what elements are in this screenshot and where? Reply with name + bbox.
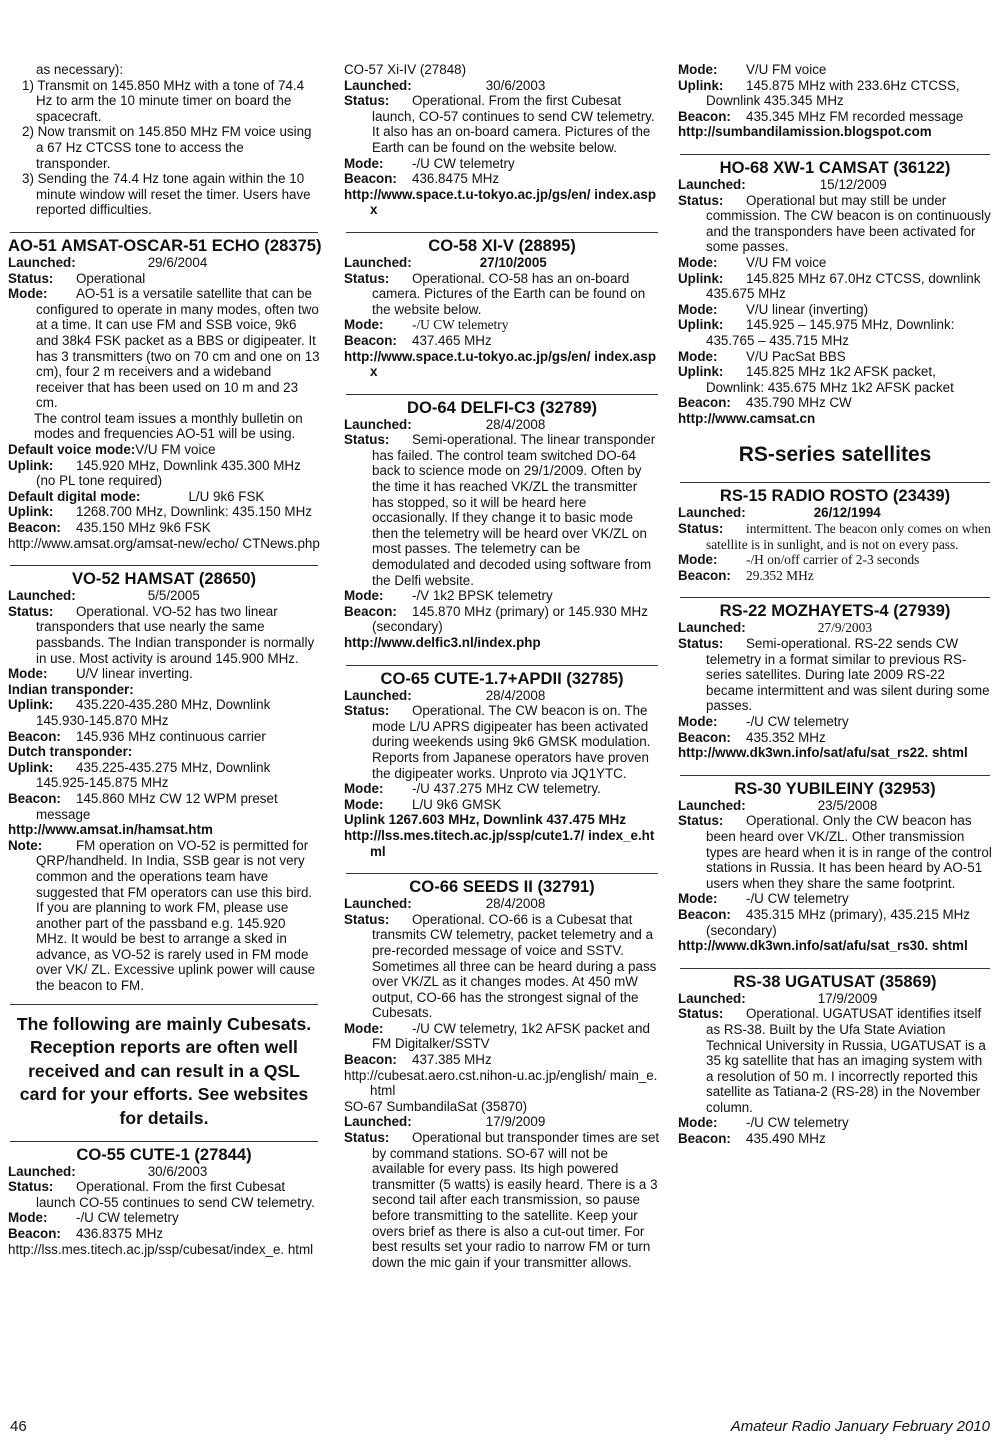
status-label: Status:: [344, 1130, 390, 1146]
beacon-label: Beacon:: [678, 108, 731, 124]
divider: [10, 1141, 318, 1142]
beacon-text: 145.870 MHz (primary) or 145.930 MHz (secondary): [372, 603, 648, 635]
uplink-text: 145.925 – 145.975 MHz, Downlink: 435.765 – 435.715 MHz: [706, 317, 955, 348]
status-label: Status:: [344, 703, 390, 719]
beacon-label: Beacon:: [8, 728, 61, 744]
so67-entry: [344, 1099, 660, 1271]
launched-date: 15/12/2009: [819, 176, 887, 192]
launched-label: Launched:: [8, 1163, 76, 1179]
rs-series-heading: RS-series satellites: [738, 443, 932, 467]
beacon-text: 435.352 MHz: [746, 729, 826, 745]
status-label: Status:: [8, 270, 54, 286]
website-link[interactable]: http://www.dk3wn.info/sat/afu/sat_rs22. shtml: [678, 745, 968, 761]
status-text: Operational. UGATUSAT identifies itself as RS-38. Built by the Ufa State Aviation Technical University in Russia, UGATUSAT is a 35 kg satellite that has an imaging system with a resolution of 50 m. I incorrectly reported this satellite as Tatiana-2 (RS-28) in the November column.: [706, 1006, 986, 1115]
satellite-title: CO-65 CUTE-1.7+APDII (32785): [380, 668, 624, 688]
mode-label: Mode:: [344, 317, 384, 333]
ho68-entry: [678, 158, 992, 427]
divider: [346, 232, 658, 233]
satellite-title: CO-66 SEEDS II (32791): [409, 877, 595, 897]
launched-date: 30/6/2003: [485, 77, 546, 93]
default-voice-mode-label: Default voice mode:: [8, 442, 136, 458]
satellite-title: CO-57 Xi-IV (27848): [344, 62, 467, 77]
default-digital-mode-label: Default digital mode:: [8, 488, 141, 504]
satellite-title: HO-68 XW-1 CAMSAT (36122): [719, 157, 951, 177]
rs22-entry: [678, 601, 992, 760]
mode-label: Mode:: [678, 714, 718, 729]
divider: [346, 873, 658, 874]
mode-label: Mode:: [8, 1210, 48, 1226]
dutch-transponder-label: Dutch transponder:: [8, 744, 133, 760]
uplink-label: Uplink:: [8, 457, 54, 473]
website-link[interactable]: http://www.dk3wn.info/sat/afu/sat_rs30. shtml: [678, 938, 968, 954]
publication-footer: Amateur Radio January February 2010: [730, 1418, 990, 1435]
divider: [680, 482, 990, 483]
launched-label: Launched:: [344, 687, 412, 703]
rs15-entry: [678, 486, 992, 583]
beacon-text: 435.790 MHz CW: [746, 395, 852, 411]
beacon-text: 435.150 MHz 9k6 FSK: [76, 520, 211, 536]
beacon-text: 436.8475 MHz: [412, 171, 500, 187]
beacon-label: Beacon:: [344, 603, 397, 619]
launched-label: Launched:: [8, 254, 76, 270]
website-link[interactable]: http://sumbandilamission.blogspot.com: [678, 124, 932, 140]
beacon-label: Beacon:: [678, 906, 731, 922]
uplink-text: 145.875 MHz with 233.6Hz CTCSS, Downlink 435.345 MHz: [706, 77, 960, 109]
satellite-title: CO-58 XI-V (28895): [428, 235, 576, 255]
mode-label: Mode:: [344, 796, 384, 812]
mode-label: Mode:: [678, 891, 718, 907]
mode-label: Mode:: [678, 62, 718, 77]
satellite-title: CO-55 CUTE-1 (27844): [76, 1144, 252, 1164]
status-label: Status:: [344, 93, 390, 109]
status-text: Operational but transponder times are set by command stations. SO-67 will not be available for every pass. Its high powered transmitter (5 watts) is easily heard. There is a 3 second tail after each transmission, so pause before transmitting to the satellite. Keep your overs brief as there is also a cut-out timer. For best results set your radio to narrow FM or turn down the mic gain if your transmitter allows.: [372, 1130, 660, 1270]
mode-label: Mode:: [678, 552, 718, 568]
co55-entry: [8, 1145, 320, 1258]
launched-label: Launched:: [344, 416, 412, 432]
status-text: Operational. From the first Cubesat launch CO-55 continues to send CW telemetry.: [36, 1179, 315, 1210]
launched-label: Launched:: [678, 990, 746, 1006]
beacon-label: Beacon:: [8, 520, 61, 536]
beacon-text: 437.385 MHz: [412, 1052, 492, 1068]
launched-date: 28/4/2008: [485, 416, 546, 432]
mode-text: -/U CW telemetry: [746, 891, 849, 907]
mode-text: -/U CW telemetry: [412, 317, 509, 333]
divider: [680, 775, 990, 776]
launched-date: 5/5/2005: [147, 588, 200, 604]
mode-label: Mode:: [678, 1115, 718, 1131]
status-label: Status:: [8, 603, 54, 619]
website-link[interactable]: http://www.camsat.cn: [678, 410, 816, 426]
mode-label: Mode:: [678, 301, 718, 317]
vo52-entry: [8, 569, 320, 993]
divider: [680, 597, 990, 598]
status-label: Status:: [678, 636, 724, 652]
mode-text: AO-51 is a versatile satellite that can be configured to operate in many modes, often two at a time. It can use FM and SSB voice, 9k6 and 38k4 FSK packet as a BBS or digipeater. It has 3 transmitters (two on 70 cm and one on 13 cm), four 2 m receivers and a wideband receiver that has been used on 10 m and 23 cm.: [36, 286, 320, 411]
column-2: [344, 62, 660, 1270]
mode-text: V/U PacSat BBS: [746, 348, 846, 364]
mode-label: Mode:: [8, 286, 48, 302]
co58-entry: [344, 236, 660, 380]
do64-entry: [344, 398, 660, 651]
co57-entry: [344, 62, 660, 218]
satellite-title: AO-51 AMSAT-OSCAR-51 ECHO (28375): [8, 235, 322, 255]
beacon-label: Beacon:: [678, 395, 731, 411]
mode-text: -/V 1k2 BPSK telemetry: [412, 588, 553, 604]
satellite-title: RS-15 RADIO ROSTO (23439): [719, 486, 951, 506]
mode-text: -/H on/off carrier of 2-3 seconds: [746, 552, 920, 568]
uplink-label: Uplink:: [8, 759, 54, 775]
mode-text: -/U CW telemetry, 1k2 AFSK packet and FM Digitalker/SSTV: [372, 1020, 650, 1052]
launched-date: 27/9/2003: [817, 620, 873, 636]
satellite-title: RS-30 YUBILEINY (32953): [734, 778, 936, 798]
intro-line-0: as necessary):: [36, 62, 124, 77]
beacon-label: Beacon:: [344, 171, 397, 187]
launched-label: Launched:: [344, 254, 412, 270]
launched-date: 29/6/2004: [147, 254, 208, 270]
mode-label: Mode:: [344, 588, 384, 604]
launched-label: Launched:: [678, 620, 746, 636]
mode-label: Mode:: [344, 781, 384, 797]
launched-date: 28/4/2008: [485, 896, 546, 912]
launched-date: 23/5/2008: [817, 797, 878, 813]
uplink-text: 1268.700 MHz, Downlink: 435.150 MHz: [76, 504, 312, 520]
default-digital-mode: L/U 9k6 FSK: [188, 488, 265, 504]
uplink-text: 145.825 MHz 67.0Hz CTCSS, downlink 435.675 MHz: [706, 270, 981, 302]
uplink-label: Uplink:: [678, 317, 724, 333]
uplink-label: Uplink:: [678, 77, 724, 93]
divider: [680, 154, 990, 155]
mode-text: -/U CW telemetry: [76, 1210, 179, 1226]
default-voice-mode: V/U FM voice: [135, 442, 216, 458]
column-1: [8, 62, 320, 1257]
mode-label: Mode:: [678, 348, 718, 364]
status-text: Semi-operational. The linear transponder has failed. The control team switched DO-64 back to science mode on 29/1/2009. Often by the time it has reached VK/ZL the transmitter has stopped, so it will be heard here occasionally. If they change it to basic mode then the telemetry will be heard over VK/ZL on most passes. The telemetry can be demodulated and decoded using software from the Delfi website.: [372, 432, 656, 588]
uplink-label: Uplink:: [678, 270, 724, 286]
launched-date: 28/4/2008: [485, 687, 546, 703]
beacon-text: 435.315 MHz (primary), 435.215 MHz (secondary): [706, 906, 971, 938]
satellite-title: DO-64 DELFI-C3 (32789): [407, 397, 597, 417]
beacon-text: 436.8375 MHz: [76, 1226, 164, 1241]
status-label: Status:: [678, 521, 724, 537]
mode-label: Mode:: [678, 254, 718, 270]
launched-label: Launched:: [8, 588, 76, 604]
status-label: Status:: [8, 1179, 54, 1195]
beacon-label: Beacon:: [678, 567, 731, 583]
website-link[interactable]: http://www.space.t.u-tokyo.ac.jp/gs/en/ index.aspx: [344, 348, 657, 380]
co66-entry: [344, 877, 660, 1099]
indian-transponder-label: Indian transponder:: [8, 681, 134, 697]
mode-label: Mode:: [344, 1020, 384, 1036]
launched-date: 30/6/2003: [147, 1163, 208, 1179]
launched-label: Launched:: [344, 1114, 412, 1130]
mode-text: V/U FM voice: [746, 62, 827, 77]
beacon-label: Beacon:: [678, 1131, 731, 1147]
mode-text: -/U CW telemetry: [746, 1115, 849, 1131]
beacon-text: 145.860 MHz CW 12 WPM preset message: [36, 790, 278, 822]
launched-label: Launched:: [344, 896, 412, 912]
website-link[interactable]: http://www.amsat.in/hamsat.htm: [8, 822, 213, 838]
launched-date: 27/10/2005: [479, 254, 547, 270]
launched-date: 17/9/2009: [485, 1114, 546, 1130]
divider: [346, 394, 658, 395]
launched-label: Launched:: [678, 505, 746, 521]
beacon-label: Beacon:: [678, 729, 731, 745]
beacon-label: Beacon:: [8, 1226, 61, 1241]
note-label: Note:: [8, 837, 43, 853]
divider: [10, 232, 318, 233]
divider: [10, 565, 318, 566]
uplink-text: 435.225-435.275 MHz, Downlink 145.925-145.875 MHz: [36, 759, 271, 791]
intro-line-2: 2) Now transmit on 145.850 MHz FM voice using a 67 Hz CTCSS tone to access the transponder.: [22, 124, 312, 171]
status-label: Status:: [344, 911, 390, 927]
launched-date: 26/12/1994: [813, 505, 881, 521]
beacon-text: 435.345 MHz FM recorded message: [746, 108, 964, 124]
status-text: Semi-operational. RS-22 sends CW telemetry in a format similar to previous RS-series satellites. During late 2009 RS-22 became intermittent and was silent during some passes.: [706, 636, 990, 714]
mode-text: L/U 9k6 GMSK: [412, 796, 502, 812]
mode-text: -/U CW telemetry: [412, 155, 515, 171]
divider: [10, 1004, 318, 1005]
uplink-text: Uplink 1267.603 MHz, Downlink 437.475 MHz: [344, 812, 627, 828]
launched-label: Launched:: [678, 176, 746, 192]
website-link[interactable]: http://lss.mes.titech.ac.jp/ssp/cubesat/index_e. html: [8, 1241, 314, 1257]
website-link[interactable]: http://www.delfic3.nl/index.php: [344, 635, 541, 650]
status-text: Operational. CO-58 has an on-board camera. Pictures of the Earth can be found on the website below.: [372, 270, 646, 317]
status-label: Status:: [678, 192, 724, 208]
launched-label: Launched:: [344, 77, 412, 93]
mode-text: -/U 437.275 MHz CW telemetry.: [412, 781, 601, 797]
beacon-label: Beacon:: [8, 790, 61, 806]
mode-extra-text: The control team issues a monthly bulletin on modes and frequencies AO-51 will be using.: [34, 410, 303, 442]
launched-date: 17/9/2009: [817, 990, 878, 1006]
mode-text: -/U CW telemetry: [746, 714, 849, 729]
mode-text: U/V linear inverting.: [76, 666, 193, 682]
status-text: Operational. VO-52 has two linear transponders that use nearly the same passbands. The Indian transponder is normally in use. Most activity is around 145.900 MHz.: [36, 603, 315, 666]
status-label: Status:: [344, 432, 390, 448]
uplink-text: 145.920 MHz, Downlink 435.300 MHz (no PL tone required): [36, 457, 301, 489]
launched-label: Launched:: [678, 797, 746, 813]
beacon-text: 29.352 MHz: [746, 567, 814, 583]
status-text: Operational: [76, 270, 146, 286]
uplink-text: 145.825 MHz 1k2 AFSK packet, Downlink: 435.675 MHz 1k2 AFSK packet: [706, 364, 954, 395]
status-label: Status:: [344, 270, 390, 286]
mode-text: V/U FM voice: [746, 254, 827, 270]
website-link[interactable]: http://lss.mes.titech.ac.jp/ssp/cute1.7/ index_e.html: [344, 827, 655, 859]
satellite-title: RS-38 UGATUSAT (35869): [733, 971, 937, 991]
intro-line-1: 1) Transmit on 145.850 MHz with a tone of 74.4 Hz to arm the 10 minute timer on board the spacecraft.: [22, 77, 305, 124]
status-text: Operational but may still be under commission. The CW beacon is on continuously and the transponders have been activated for some passes.: [706, 192, 991, 255]
satellite-title: VO-52 HAMSAT (28650): [71, 569, 257, 589]
status-label: Status:: [678, 1006, 724, 1022]
column-3: [678, 62, 992, 1147]
status-label: Status:: [678, 813, 724, 829]
website-link[interactable]: http://www.amsat.org/amsat-new/echo/ CTNews.php: [8, 535, 320, 551]
status-text: Operational. CO-66 is a Cubesat that transmits CW telemetry, packet telemetry and a pre-recorded message of voice and SSTV. Sometimes all three can be heard during a pass over VK/ZL as it changes modes. At 450 mW output, CO-66 has the strongest signal of the Cubesats.: [372, 911, 657, 1021]
rs38-entry: [678, 972, 992, 1147]
page-number: 46: [10, 1418, 27, 1435]
uplink-label: Uplink:: [8, 697, 54, 713]
beacon-text: 437.465 MHz: [412, 332, 492, 348]
website-link[interactable]: http://www.space.t.u-tokyo.ac.jp/gs/en/ index.aspx: [344, 186, 657, 218]
status-text: intermittent. The beacon only comes on when satellite is in sunlight, and is not on every pass.: [706, 521, 991, 552]
uplink-label: Uplink:: [678, 364, 724, 380]
beacon-text: 145.936 MHz continuous carrier: [76, 728, 266, 744]
beacon-text: 435.490 MHz: [746, 1131, 826, 1147]
beacon-label: Beacon:: [344, 332, 397, 348]
status-text: Operational. From the first Cubesat launch, CO-57 continues to send CW telemetry. It also has an on-board camera. Pictures of the Earth can be found on the website below.: [372, 93, 655, 155]
mode-label: Mode:: [8, 666, 48, 682]
cubesat-callout: The following are mainly Cubesats. Reception reports are often well received and can result in a QSL card for your efforts. See websites for details.: [16, 1013, 312, 1129]
satellite-title: SO-67 SumbandilaSat (35870): [344, 1098, 528, 1114]
note-text: FM operation on VO-52 is permitted for QRP/handheld. In India, SSB gear is not very common and the operations team have suggested that FM operators can use this bird. If you are planning to work FM, please use another part of the passband e.g. 145.920 MHz. It would be best to arrange a sked in advance, as VO-52 is rarely used in FM mode over VK/ ZL. Excessive uplink power will cause the beacon to FM.: [36, 837, 316, 994]
status-text: Operational. The CW beacon is on. The mode L/U APRS digipeater has been activated during weekends using 9k6 GMSK modulation. Reports from Japanese operators have proven the digipeater works. Unproto via JQ1YTC.: [372, 703, 651, 781]
divider: [680, 968, 990, 969]
status-text: Operational. Only the CW beacon has been heard over VK/ZL. Other transmission types are heard when it is in range of the control stations in Russia. It has been heard by AO-51 users when they share the same footprint.: [706, 813, 992, 891]
uplink-text: 435.220-435.280 MHz, Downlink 145.930-145.870 MHz: [36, 697, 271, 728]
mode-label: Mode:: [344, 155, 384, 171]
divider: [346, 665, 658, 666]
co65-entry: [344, 669, 660, 860]
satellite-title: RS-22 MOZHAYETS-4 (27939): [719, 601, 951, 621]
mode-text: V/U linear (inverting): [746, 301, 869, 317]
intro-line-3: 3) Sending the 74.4 Hz tone again within the 10 minute window will reset the timer. Users have reported difficulties.: [22, 171, 311, 218]
ao51-entry: [8, 236, 320, 551]
uplink-label: Uplink:: [8, 504, 54, 520]
website-link[interactable]: http://cubesat.aero.cst.nihon-u.ac.jp/english/ main_e.html: [344, 1067, 658, 1099]
rs30-entry: [678, 779, 992, 954]
beacon-label: Beacon:: [344, 1052, 397, 1068]
so67-entry-continued: [678, 62, 992, 140]
